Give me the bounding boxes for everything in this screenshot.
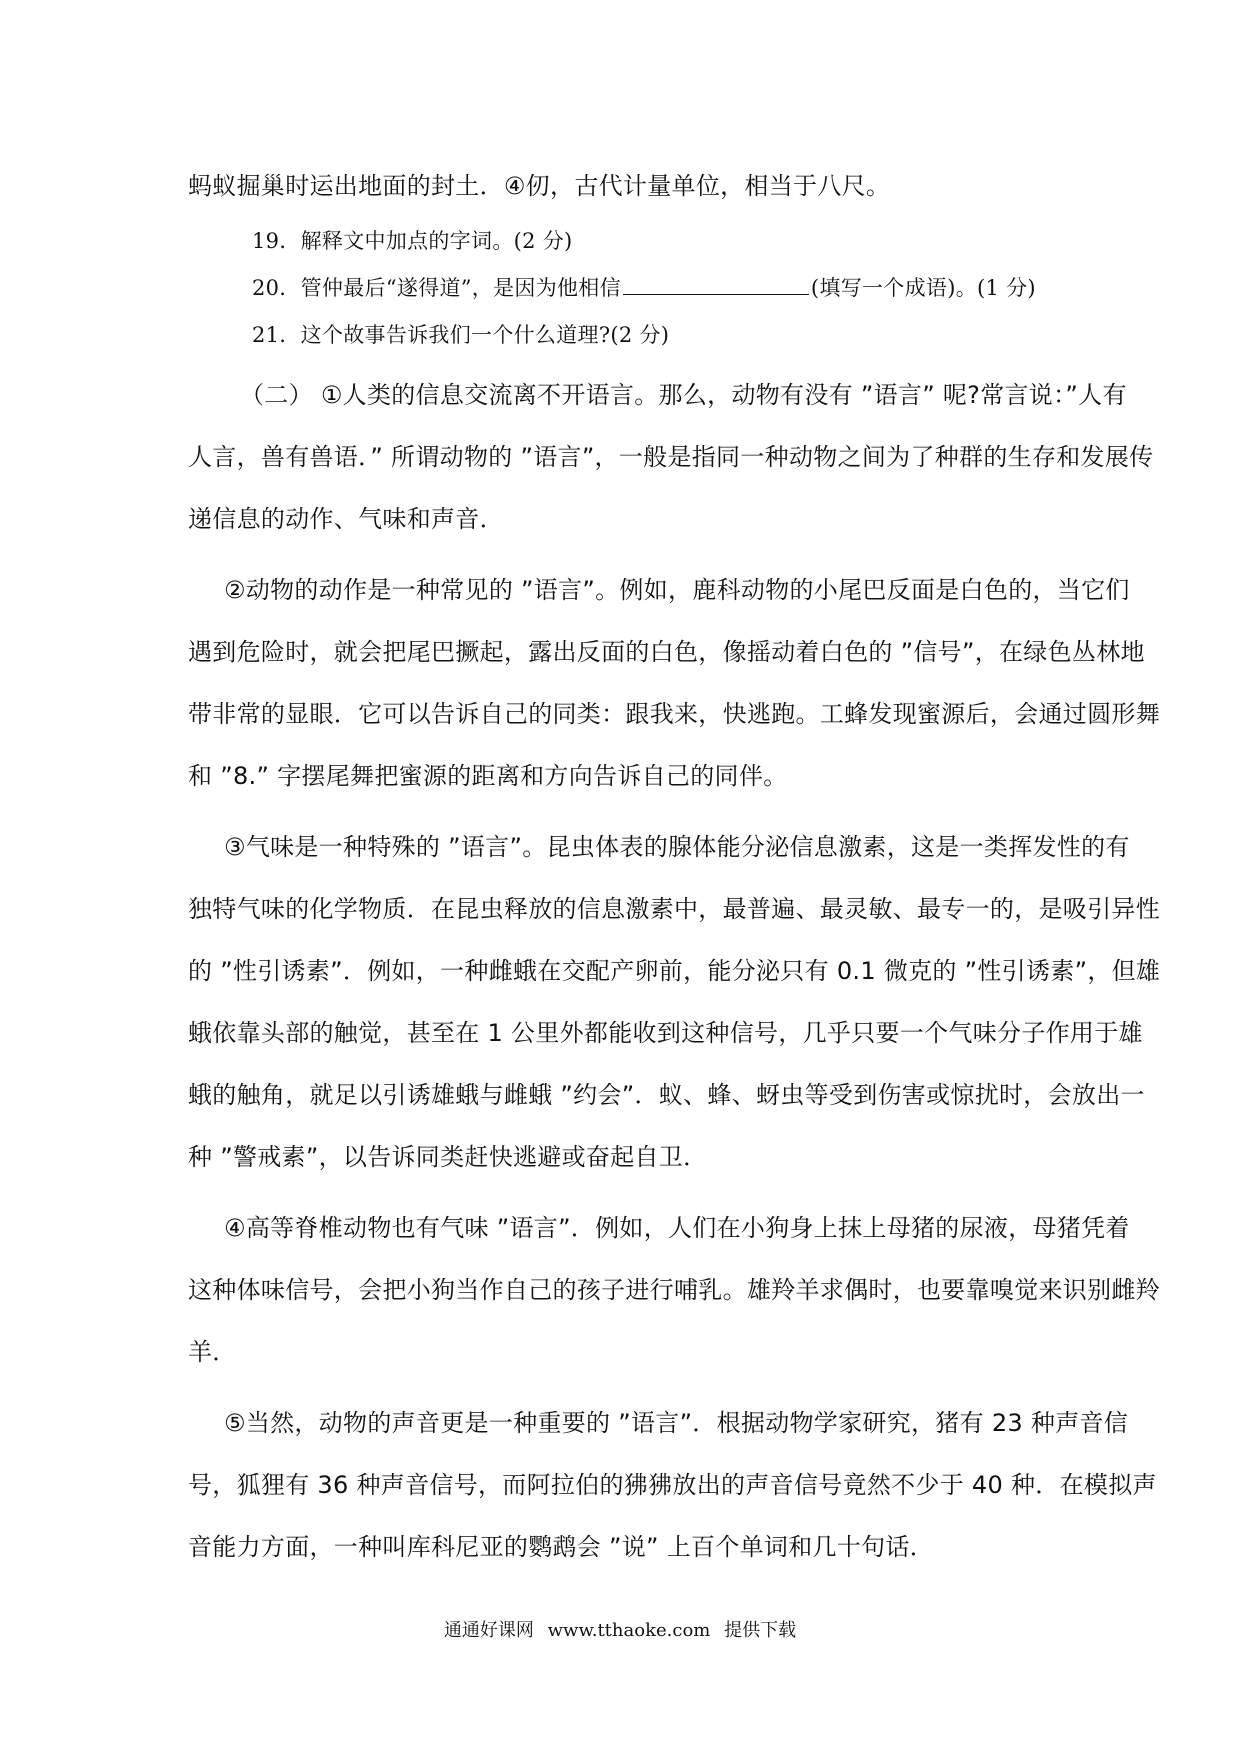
footer-action: 提供下载 xyxy=(724,1620,797,1641)
passage-line: 号，狐狸有 36 种声音信号，而阿拉伯的狒狒放出的声音信号竟然不少于 40 种．在模拟声 xyxy=(188,1471,1157,1499)
passage-line: ⑤当然，动物的声音更是一种重要的 ”语言”．根据动物学家研究，猪有 23 种声音信 xyxy=(224,1409,1129,1437)
footer-url[interactable]: www.tthaoke.com xyxy=(547,1620,711,1641)
question-19: 19．解释文中加点的字词。(2 分) xyxy=(252,229,573,253)
passage-line: 羊． xyxy=(188,1338,237,1366)
question-20-text: 20．管仲最后“遂得道”，是因为他相信 xyxy=(252,276,621,300)
question-21: 21．这个故事告诉我们一个什么道理?(2 分) xyxy=(252,323,670,347)
passage-line: （二） ①人类的信息交流离不开语言。那么，动物有没有 ”语言” 呢?常言说：”人有 xyxy=(240,381,1127,409)
passage-line: 蛾的触角，就足以引诱雄蛾与雌蛾 ”约会”．蚁、蜂、蚜虫等受到伤害或惊扰时，会放出一 xyxy=(188,1081,1145,1109)
passage-line: 的 ”性引诱素”．例如，一种雌蛾在交配产卵前，能分泌只有 0.1 微克的 ”性引诱素”，但雄 xyxy=(188,957,1161,985)
passage-line: 带非常的显眼．它可以告诉自己的同类：跟我来，快逃跑。工蜂发现蜜源后，会通过圆形舞 xyxy=(188,700,1160,728)
passage-line: 人言，兽有兽语．” 所谓动物的 ”语言”，一般是指同一种动物之间为了种群的生存和发展传 xyxy=(188,443,1154,471)
footer-site-name: 通通好课网 xyxy=(443,1620,534,1641)
passage-line: 蛾依靠头部的触觉，甚至在 1 公里外都能收到这种信号，几乎只要一个气味分子作用于雄 xyxy=(188,1019,1143,1047)
question-20 xyxy=(252,273,1036,303)
page-footer xyxy=(0,1619,1240,1643)
answer-blank xyxy=(623,274,809,295)
intro-line: 蚂蚁掘巢时运出地面的封土．④仞，古代计量单位，相当于八尺。 xyxy=(188,172,891,200)
passage-line: 递信息的动作、气味和声音． xyxy=(188,505,504,533)
passage-line: 音能力方面，一种叫库科尼亚的鹦鹉会 ”说” 上百个单词和几十句话． xyxy=(188,1533,935,1561)
passage-line: 和 ”8.” 字摆尾舞把蜜源的距离和方向告诉自己的同伴。 xyxy=(188,762,788,790)
passage-line: 遇到危险时，就会把尾巴撅起，露出反面的白色，像摇动着白色的 ”信号”，在绿色丛林地 xyxy=(188,638,1145,666)
passage-line: ③气味是一种特殊的 ”语言”。昆虫体表的腺体能分泌信息激素，这是一类挥发性的有 xyxy=(224,833,1130,861)
passage-line: 这种体味信号，会把小狗当作自己的孩子进行哺乳。雄羚羊求偶时，也要靠嗅觉来识别雌羚 xyxy=(188,1276,1160,1304)
passage-line: 独特气味的化学物质．在昆虫释放的信息激素中，最普遍、最灵敏、最专一的，是吸引异性 xyxy=(188,895,1160,923)
passage-line: ②动物的动作是一种常见的 ”语言”。例如，鹿科动物的小尾巴反面是白色的，当它们 xyxy=(224,576,1130,604)
passage-line: 种 ”警戒素”，以告诉同类赶快逃避或奋起自卫． xyxy=(188,1143,708,1171)
question-20-suffix: (填写一个成语)。(1 分) xyxy=(810,276,1036,300)
passage-line: ④高等脊椎动物也有气味 ”语言”．例如，人们在小狗身上抹上母猪的尿液，母猪凭着 xyxy=(224,1214,1130,1242)
